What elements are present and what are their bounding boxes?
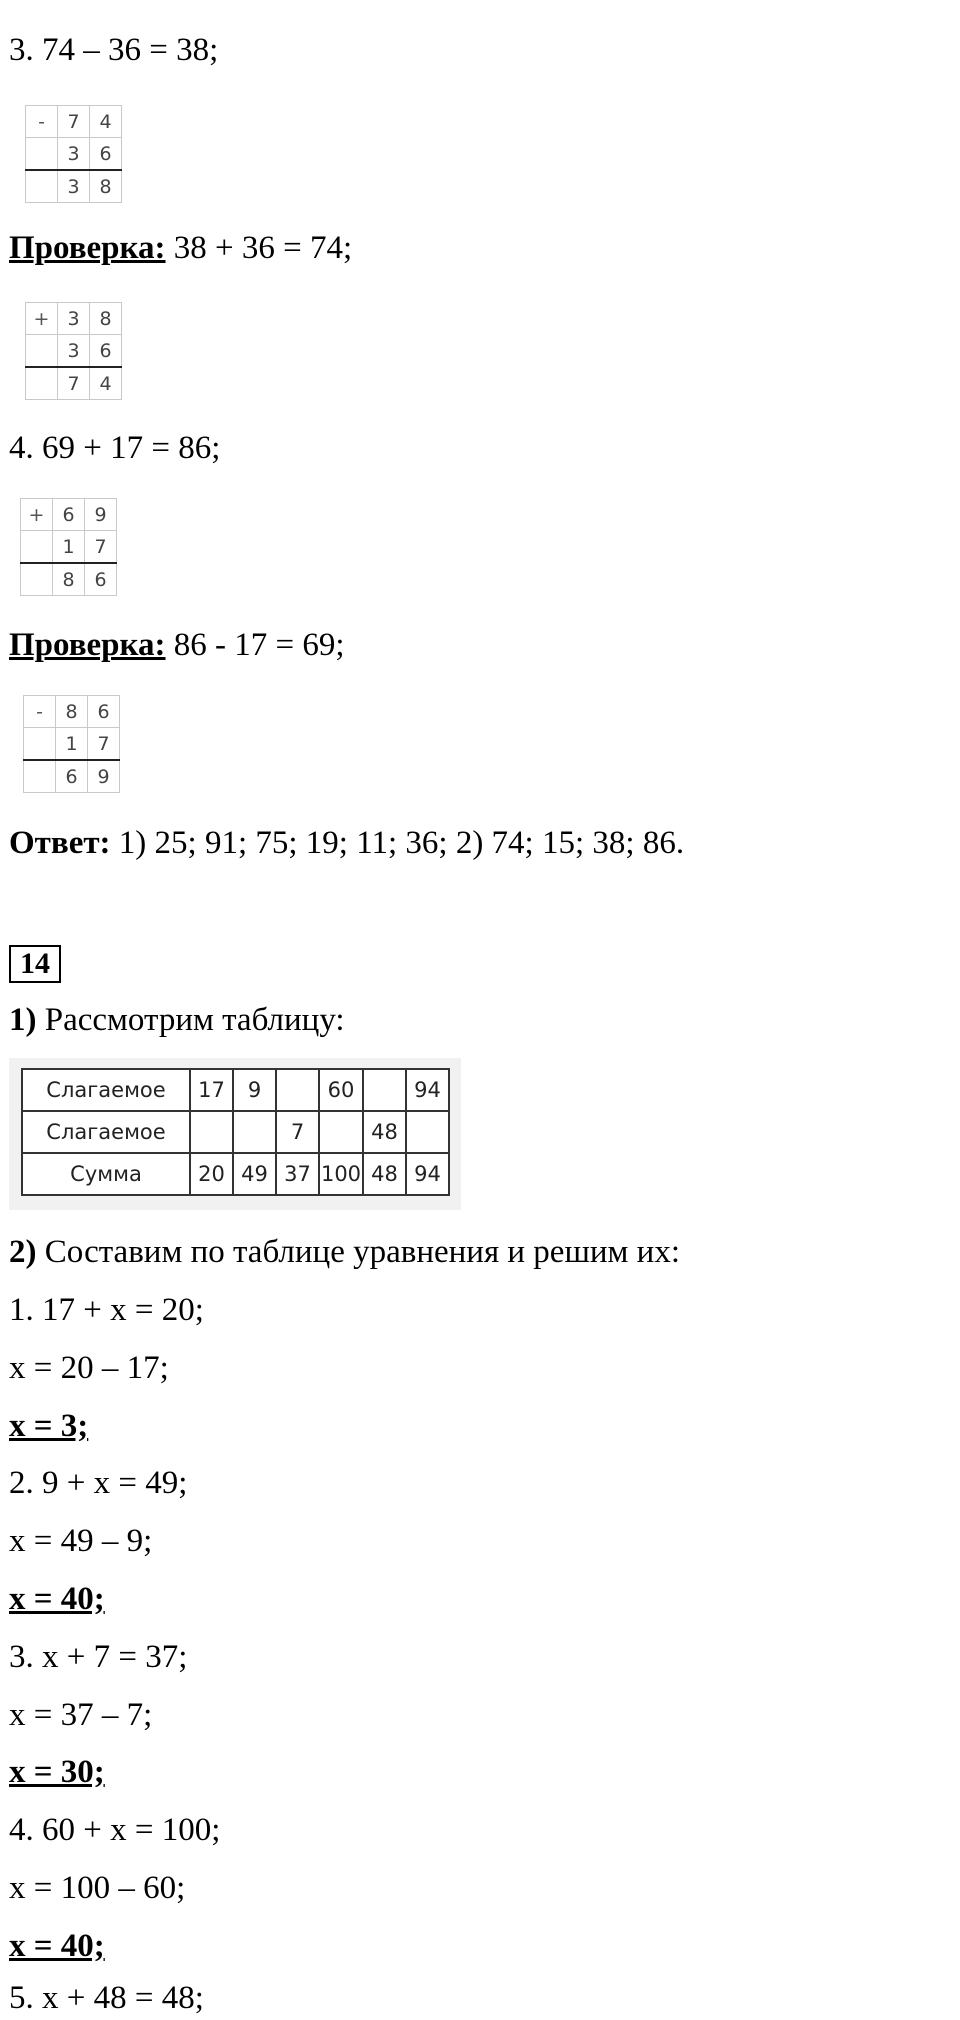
row-header: Сумма xyxy=(22,1153,190,1195)
table-cell: 100 xyxy=(319,1153,363,1195)
check-line xyxy=(9,228,352,268)
digit: 7 xyxy=(58,367,90,400)
digit: 9 xyxy=(88,760,120,793)
answer-text: 1) 25; 91; 75; 19; 11; 36; 2) 74; 15; 38; 86. xyxy=(110,825,685,861)
digit: 6 xyxy=(88,696,120,728)
digit: 8 xyxy=(90,303,122,335)
table-cell: 48 xyxy=(363,1153,406,1195)
table-cell: 37 xyxy=(276,1153,319,1195)
table-cell: 7 xyxy=(276,1111,319,1153)
table-row xyxy=(22,1069,449,1111)
table-cell xyxy=(406,1111,449,1153)
answer-line xyxy=(9,823,684,863)
table-cell xyxy=(319,1111,363,1153)
table-cell: 9 xyxy=(233,1069,276,1111)
operator-sign: - xyxy=(26,106,58,138)
equation-line: 1. 17 + x = 20; xyxy=(9,1292,204,1328)
row-header: Слагаемое xyxy=(22,1069,190,1111)
digit: 4 xyxy=(90,106,122,138)
digit: 6 xyxy=(90,138,122,171)
equation-line: x = 37 – 7; xyxy=(9,1697,153,1733)
digit: 7 xyxy=(58,106,90,138)
table-cell: 48 xyxy=(363,1111,406,1153)
check-line xyxy=(9,625,345,665)
equation-line: 4. 60 + x = 100; xyxy=(9,1812,221,1848)
column-addition xyxy=(25,302,122,400)
equation-result: x = 40; xyxy=(9,1928,105,1964)
digit: 7 xyxy=(88,728,120,761)
table-cell xyxy=(190,1111,233,1153)
table-cell: 60 xyxy=(319,1069,363,1111)
equation-line: 4. 69 + 17 = 86; xyxy=(9,430,221,466)
operator-sign: + xyxy=(21,499,53,531)
row-header: Слагаемое xyxy=(22,1111,190,1153)
check-label: Проверка: xyxy=(9,627,166,663)
digit: 6 xyxy=(53,499,85,531)
column-addition xyxy=(20,498,117,596)
table-cell xyxy=(233,1111,276,1153)
column-subtraction xyxy=(25,105,122,203)
table-cell: 94 xyxy=(406,1153,449,1195)
digit: 3 xyxy=(58,303,90,335)
check-label: Проверка: xyxy=(9,230,166,266)
check-text: 38 + 36 = 74; xyxy=(165,230,353,266)
digit: 1 xyxy=(56,728,88,761)
digit: 4 xyxy=(90,367,122,400)
equation-line: 3. 74 – 36 = 38; xyxy=(9,32,219,68)
digit: 6 xyxy=(56,760,88,793)
addend-sum-table xyxy=(21,1068,450,1196)
part-label: 1) xyxy=(9,1002,37,1038)
part-heading xyxy=(9,1232,680,1272)
digit: 6 xyxy=(90,335,122,368)
equation-line: 2. 9 + x = 49; xyxy=(9,1465,188,1501)
table-row xyxy=(22,1153,449,1195)
equation-line: x = 49 – 9; xyxy=(9,1523,153,1559)
digit: 3 xyxy=(58,335,90,368)
table-cell: 17 xyxy=(190,1069,233,1111)
table-cell: 94 xyxy=(406,1069,449,1111)
digit: 7 xyxy=(85,531,117,564)
equation-line: 3. x + 7 = 37; xyxy=(9,1639,188,1675)
answer-label: Ответ: xyxy=(9,825,111,861)
table-row xyxy=(22,1111,449,1153)
equation-line: 5. x + 48 = 48; xyxy=(9,1980,204,2016)
operator-sign: - xyxy=(24,696,56,728)
column-subtraction xyxy=(23,695,120,793)
digit: 9 xyxy=(85,499,117,531)
digit: 3 xyxy=(58,170,90,203)
digit: 8 xyxy=(56,696,88,728)
part-heading xyxy=(9,1000,345,1040)
digit: 6 xyxy=(85,563,117,596)
equation-result: x = 30; xyxy=(9,1754,105,1790)
exercise-number: 14 xyxy=(9,945,61,983)
equation-line: x = 100 – 60; xyxy=(9,1870,186,1906)
equation-result: x = 3; xyxy=(9,1408,89,1444)
table-cell xyxy=(276,1069,319,1111)
part-text: Составим по таблице уравнения и решим их: xyxy=(36,1234,680,1270)
digit: 3 xyxy=(58,138,90,171)
part-label: 2) xyxy=(9,1234,37,1270)
table-cell xyxy=(363,1069,406,1111)
digit: 8 xyxy=(90,170,122,203)
table-cell: 20 xyxy=(190,1153,233,1195)
operator-sign: + xyxy=(26,303,58,335)
digit: 1 xyxy=(53,531,85,564)
digit: 8 xyxy=(53,563,85,596)
check-text: 86 - 17 = 69; xyxy=(165,627,345,663)
part-text: Рассмотрим таблицу: xyxy=(36,1002,345,1038)
table-cell: 49 xyxy=(233,1153,276,1195)
equation-result: x = 40; xyxy=(9,1581,105,1617)
equation-line: x = 20 – 17; xyxy=(9,1350,169,1386)
addend-sum-table-image xyxy=(9,1058,461,1210)
